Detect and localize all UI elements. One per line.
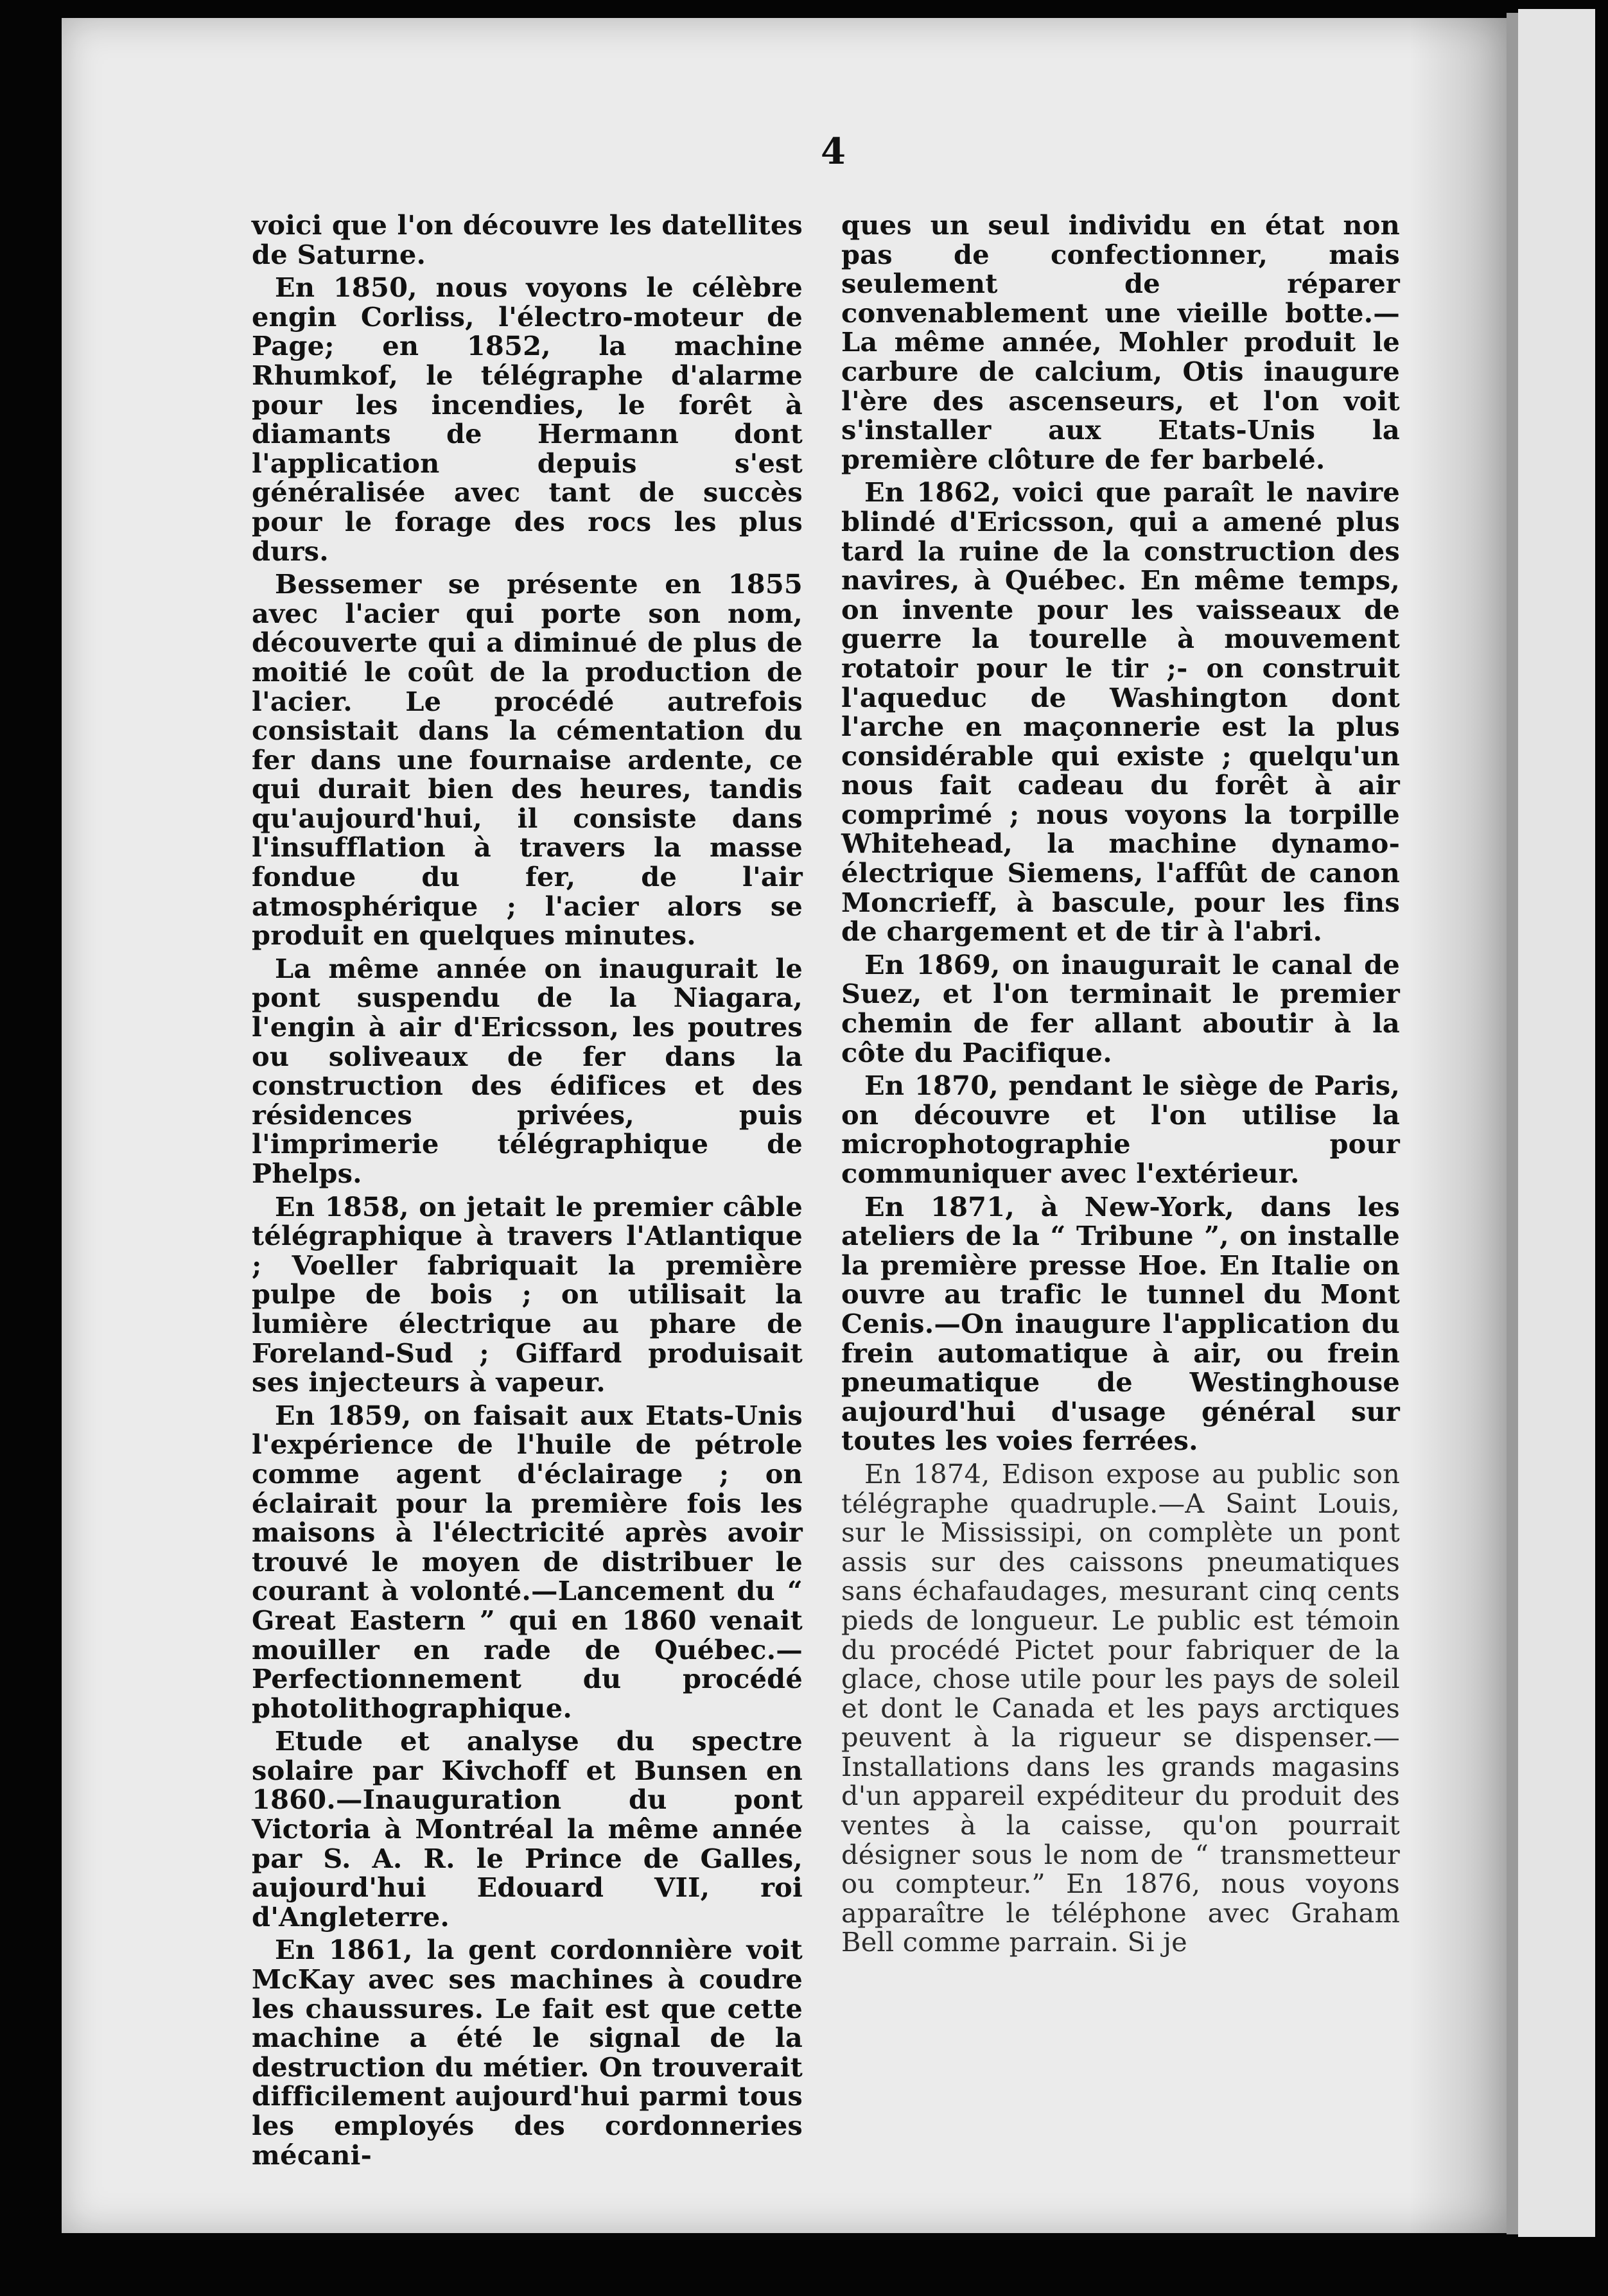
adjacent-page-edge bbox=[1518, 9, 1595, 2237]
paragraph: En 1858, on jetait le premier câble télégraphique à travers l'Atlantique ; Voeller fabriquait la première pulpe de bois ; on utilisait la lumière électrique au phare de Foreland-Sud ; Giffard produisait ses injecteurs à vapeur. bbox=[252, 1190, 803, 1398]
paragraph: En 1861, la gent cordonnière voit McKay avec ses machines à coudre les chaussures. Le fait est que cette machine a été le signal de la destruction du métier. On trouverait difficilement aujourd'hui parmi tous les employés des cordonneries mécani- bbox=[252, 1934, 803, 2171]
paragraph: voici que l'on découvre les datellites de Saturne. bbox=[252, 209, 803, 270]
left-column bbox=[252, 211, 803, 2173]
paragraph: La même année on inaugurait le pont suspendu de la Niagara, l'engin à air d'Ericsson, les poutres ou soliveaux de fer dans la construction des édifices et des résidences privées, puis l'imprimerie télégraphique de Phelps. bbox=[252, 952, 803, 1189]
paragraph: En 1862, voici que paraît le navire blindé d'Ericsson, qui a amené plus tard la ruine de la construction des navires, à Québec. En même temps, on invente pour les vaisseaux de guerre la tourelle à mouvement rotatoir pour le tir ;- on construit l'aqueduc de Washington dont l'arche en maçonnerie est la plus considérable qui existe ; quelqu'un nous fait cadeau du forêt à air comprimé ; nous voyons la torpille Whitehead, la machine dynamo-électrique Siemens, l'affût de canon Moncrieff, à bascule, pour les fins de chargement et de tir à l'abri. bbox=[841, 476, 1400, 948]
right-column bbox=[841, 211, 1400, 1961]
paragraph: ques un seul individu en état non pas de confectionner, mais seulement de réparer convenablement une vieille botte.—La même année, Mohler produit le carbure de calcium, Otis inaugure l'ère des ascenseurs, et l'on voit s'installer aux Etats-Unis la première clôture de fer barbelé. bbox=[841, 209, 1400, 475]
book-gutter bbox=[1507, 13, 1518, 2234]
page-shadow bbox=[1410, 18, 1507, 2233]
paragraph: En 1870, pendant le siège de Paris, on découvre et l'on utilise la microphotographie pour communiquer avec l'extérieur. bbox=[841, 1070, 1400, 1189]
page-number: 4 bbox=[821, 130, 846, 173]
paragraph: En 1871, à New-York, dans les ateliers de la “ Tribune ”, on installe la première presse Hoe. En Italie on ouvre au trafic le tunnel du Mont Cenis.—On inaugure l'application du frein automatique à air, ou frein pneumatique de Westinghouse aujourd'hui d'usage général sur toutes les voies ferrées. bbox=[841, 1190, 1400, 1457]
paragraph: En 1859, on faisait aux Etats-Unis l'expérience de l'huile de pétrole comme agent d'éclairage ; on éclairait pour la première fois les maisons à l'électricité après avoir trouvé le moyen de distribuer le courant à volonté.—Lancement du “ Great Eastern ” qui en 1860 venait mouiller en rade de Québec.—Perfectionnement du procédé photolithographique. bbox=[252, 1399, 803, 1724]
paragraph: En 1869, on inaugurait le canal de Suez, et l'on terminait le premier chemin de fer allant aboutir à la côte du Pacifique. bbox=[841, 948, 1400, 1068]
paragraph: En 1850, nous voyons le célèbre engin Corliss, l'électro-moteur de Page; en 1852, la machine Rhumkof, le télégraphe d'alarme pour les incendies, le forêt à diamants de Hermann dont l'application depuis s'est généralisée avec tant de succès pour le forage des rocs les plus durs. bbox=[252, 272, 803, 567]
paragraph: Bessemer se présente en 1855 avec l'acier qui porte son nom, découverte qui a diminué de plus de moitié le coût de la production de l'acier. Le procédé autrefois consistait dans la cémentation du fer dans une fournaise ardente, ce qui durait bien des heures, tandis qu'aujourd'hui, il consiste dans l'insufflation à travers la masse fondue du fer, de l'air atmosphérique ; l'acier alors se produit en quelques minutes. bbox=[252, 568, 803, 952]
paragraph: En 1874, Edison expose au public son télégraphe quadruple.—A Saint Louis, sur le Mississipi, on complète un pont assis sur des caissons pneumatiques sans échafaudages, mesurant cinq cents pieds de longueur. Le public est témoin du procédé Pictet pour fabriquer de la glace, chose utile pour les pays de soleil et dont le Canada et les pays arctiques peuvent à la rigueur se dispenser.—Installations dans les grands magasins d'un appareil expéditeur du produit des ventes à la caisse, qu'on pourrait désigner sous le nom de “ transmetteur ou compteur.” En 1876, nous voyons apparaître le téléphone avec Graham Bell comme parrain. Si je bbox=[841, 1457, 1400, 1958]
paragraph: Etude et analyse du spectre solaire par Kivchoff et Bunsen en 1860.—Inauguration du pont Victoria à Montréal la même année par S. A. R. le Prince de Galles, aujourd'hui Edouard VII, roi d'Angleterre. bbox=[252, 1725, 803, 1933]
